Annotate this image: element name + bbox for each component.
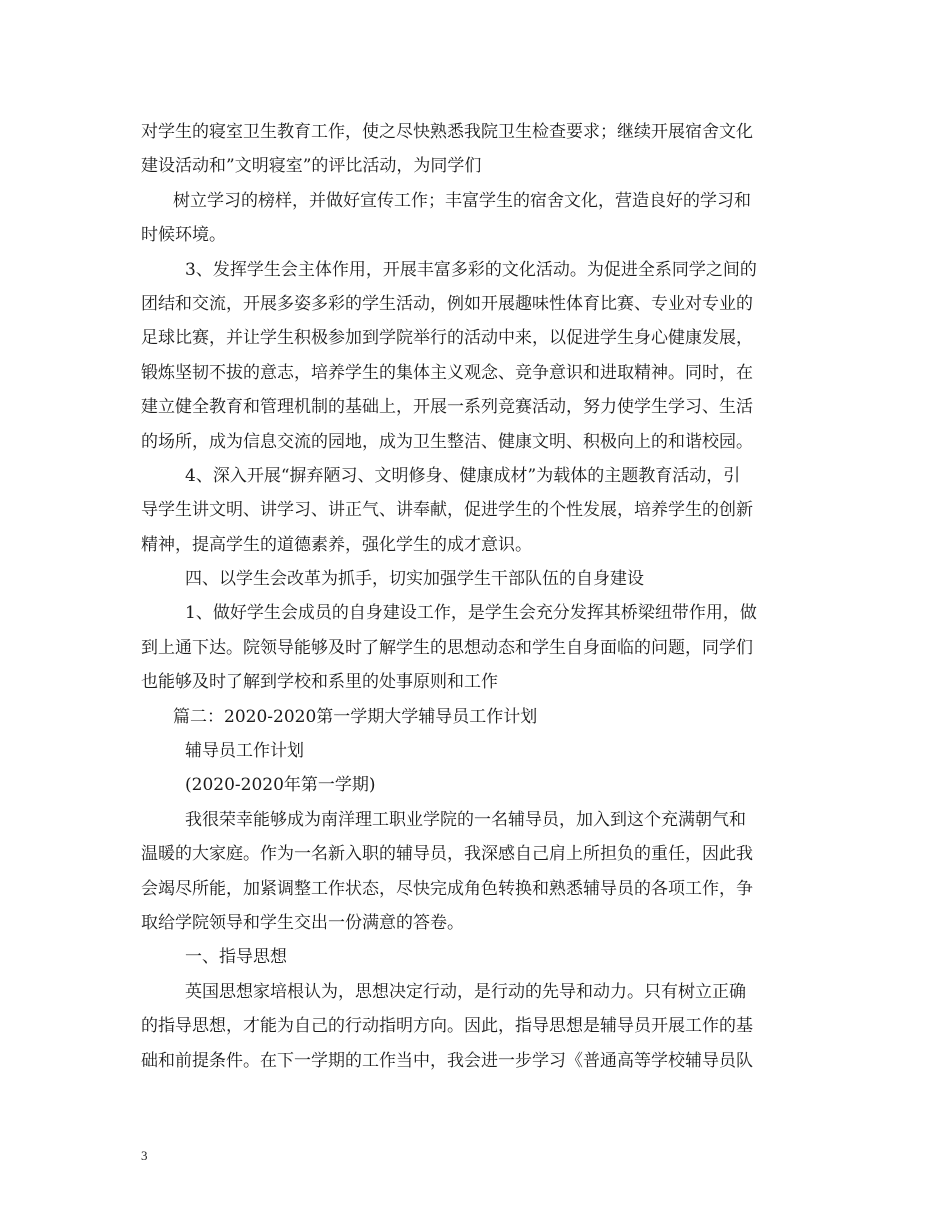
text-line: 到上通下达。院领导能够及时了解学生的思想动态和学生自身面临的问题，同学们 <box>141 637 753 658</box>
text-line: 辅导员工作计划 <box>185 741 304 762</box>
text-line: 会竭尽所能，加紧调整工作状态，尽快完成角色转换和熟悉辅导员的各项工作，争 <box>141 878 753 899</box>
text-line: 建设活动和”文明寝室”的评比活动，为同学们 <box>141 156 482 177</box>
text-line: 3、发挥学生会主体作用，开展丰富多彩的文化活动。为促进全系同学之间的 <box>185 259 757 280</box>
text-line: 导学生讲文明、讲学习、讲正气、讲奉献，促进学生的个性发展，培养学生的创新 <box>141 500 753 521</box>
text-line: 建立健全教育和管理机制的基础上，开展一系列竞赛活动，努力使学生学习、生活 <box>141 397 753 418</box>
text-line: 也能够及时了解到学校和系里的处事原则和工作 <box>141 672 498 693</box>
text-line: 温暖的大家庭。作为一名新入职的辅导员，我深感自己肩上所担负的重任，因此我 <box>141 844 753 865</box>
text-line: (2020-2020年第一学期) <box>185 775 376 796</box>
text-line: 四、以学生会改革为抓手，切实加强学生干部队伍的自身建设 <box>185 569 644 590</box>
text-line: 1、做好学生会成员的自身建设工作，是学生会充分发挥其桥梁纽带作用，做 <box>185 603 757 624</box>
text-line: 足球比赛，并让学生积极参加到学院举行的活动中来，以促进学生身心健康发展， <box>141 328 753 349</box>
text-line: 的场所，成为信息交流的园地，成为卫生整洁、健康文明、积极向上的和谐校园。 <box>141 431 753 452</box>
text-line: 我很荣幸能够成为南洋理工职业学院的一名辅导员，加入到这个充满朝气和 <box>185 809 746 830</box>
text-line: 一、指导思想 <box>185 947 287 968</box>
text-line: 英国思想家培根认为，思想决定行动，是行动的先导和动力。只有树立正确 <box>185 981 746 1002</box>
text-line: 础和前提条件。在下一学期的工作当中，我会进一步学习《普通高等学校辅导员队 <box>141 1050 753 1071</box>
text-line: 精神，提高学生的道德素养，强化学生的成才意识。 <box>141 534 532 555</box>
text-line: 取给学院领导和学生交出一份满意的答卷。 <box>141 912 464 933</box>
text-line: 对学生的寝室卫生教育工作，使之尽快熟悉我院卫生检查要求；继续开展宿舍文化 <box>141 122 753 142</box>
text-line: 团结和交流，开展多姿多彩的学生活动，例如开展趣味性体育比赛、专业对专业的 <box>141 293 753 314</box>
text-line: 锻炼坚韧不拔的意志，培养学生的集体主义观念、竞争意识和进取精神。同时，在 <box>141 362 753 383</box>
text-line: 4、深入开展“摒弃陋习、文明修身、健康成材”为载体的主题教育活动，引 <box>185 465 741 486</box>
text-line: 时候环境。 <box>141 225 226 246</box>
text-line: 树立学习的榜样，并做好宣传工作；丰富学生的宿舍文化，营造良好的学习和 <box>173 190 751 211</box>
text-line: 篇二：2020-2020第一学期大学辅导员工作计划 <box>173 706 538 727</box>
page-number: 3 <box>141 1148 148 1163</box>
text-line: 的指导思想，才能为自己的行动指明方向。因此，指导思想是辅导员开展工作的基 <box>141 1016 753 1037</box>
body-text <box>141 115 821 1078</box>
